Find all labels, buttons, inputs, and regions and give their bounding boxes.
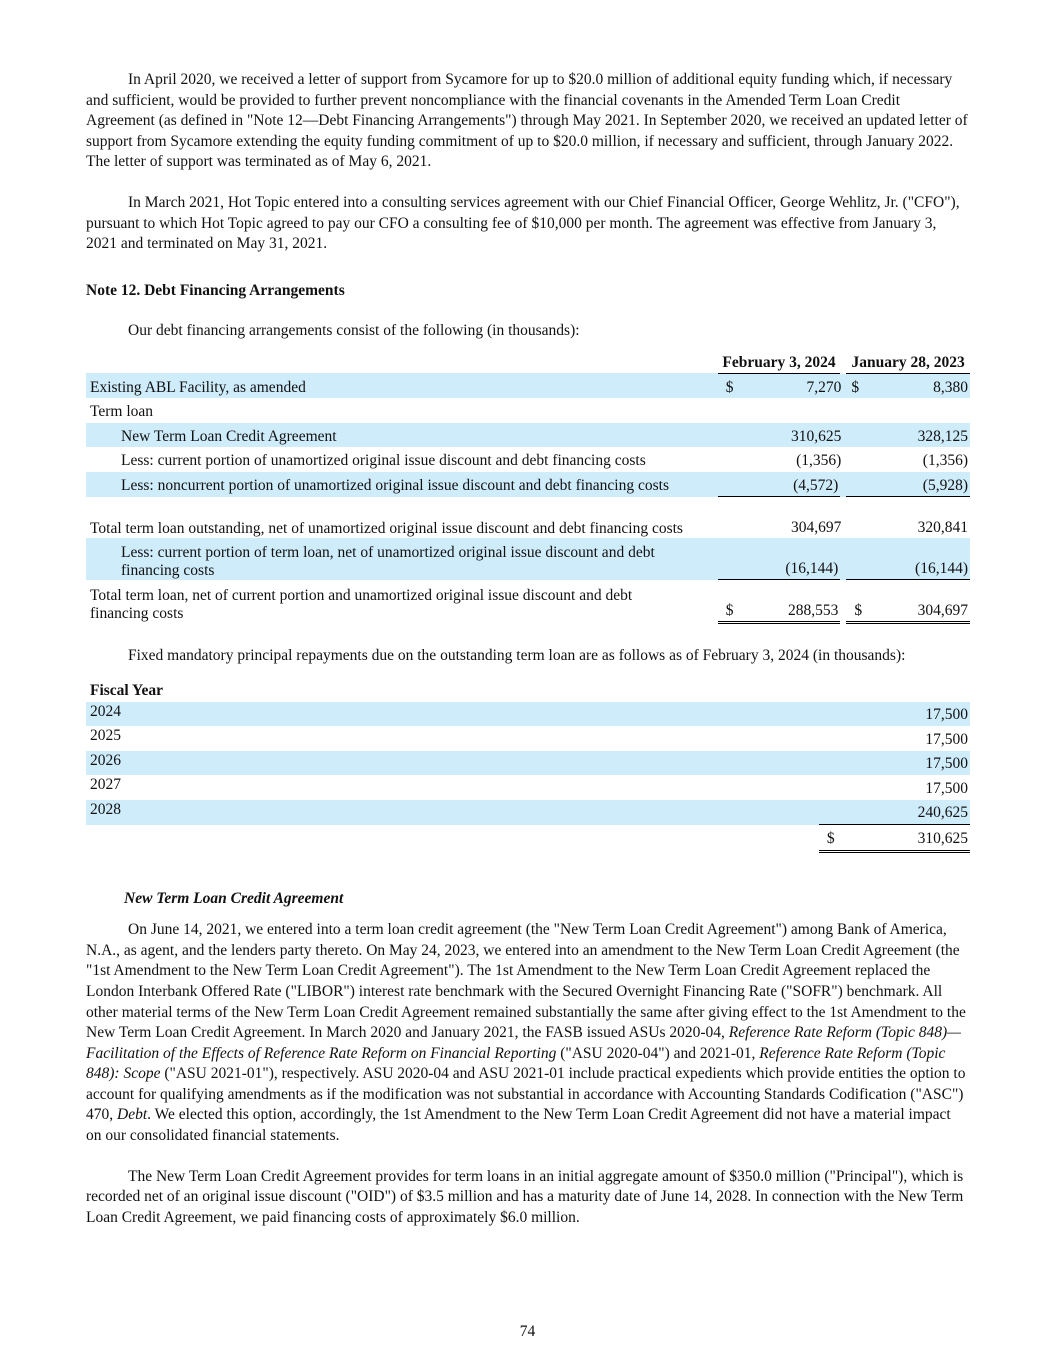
table-header-row — [86, 677, 970, 702]
value-2024: (16,144) — [745, 538, 843, 580]
note-intro: Our debt financing arrangements consist of the following (in thousands): — [128, 322, 580, 340]
value-2023: (16,144) — [874, 538, 970, 580]
currency-symbol: $ — [819, 825, 847, 852]
value-2024: (4,572) — [745, 472, 843, 497]
table-row — [86, 373, 970, 398]
value-2024: 304,697 — [790, 518, 842, 536]
row-label: Total term loan, net of current portion and unamortized original issue discount and debt financing costs — [90, 586, 633, 622]
value-2023: 304,697 — [874, 580, 970, 623]
repayment-amount: 17,500 — [925, 755, 968, 773]
repayment-amount: 17,500 — [925, 730, 968, 748]
repayment-total: 310,625 — [847, 825, 970, 852]
repayments-intro: Fixed mandatory principal repayments due on the outstanding term loan are as follows as of February 3, 2024 (in thousands): — [128, 647, 906, 665]
table-row — [86, 538, 970, 580]
row-label: Term loan — [90, 403, 154, 421]
fiscal-year: 2026 — [90, 751, 121, 769]
table-row — [86, 726, 970, 751]
table-row — [86, 497, 970, 539]
table-header-row — [86, 354, 970, 374]
text-run: ("ASU 2020-04") and 2021-01, — [556, 1044, 760, 1062]
paragraph-principal: The New Term Loan Credit Agreement provides for term loans in an initial aggregate amount of $350.0 million ("Principal"), which is recorded net of an original issue discount ("OID") of $3.5 million and has a maturity date of June 14, 2028. In connection with the New Term Loan Credit Agreement, we paid financing costs of approximately $6.0 million. — [86, 1167, 964, 1226]
column-header-jan-2023: January 28, 2023 — [843, 354, 970, 374]
table-row — [86, 580, 970, 623]
value-2024: 7,270 — [806, 378, 842, 396]
fiscal-year-header: Fiscal Year — [90, 681, 164, 699]
currency-symbol: $ — [725, 378, 734, 396]
page-number: 74 — [519, 1323, 536, 1340]
row-label: Existing ABL Facility, as amended — [90, 378, 306, 396]
value-2024: (1,356) — [796, 452, 842, 470]
italic-asu-title: Reference Rate Reform (Topic 848)—Facilitation of the Effects of Reference Rate Reform on Financial Reporting — [86, 1024, 961, 1062]
debt-table — [86, 354, 970, 625]
paragraph-term-loan-agreement — [86, 920, 970, 1147]
repayments-table — [86, 677, 970, 853]
value-2023: 320,841 — [917, 518, 968, 536]
column-header-feb-2024: February 3, 2024 — [718, 354, 844, 374]
section-title: New Term Loan Credit Agreement — [124, 889, 344, 907]
table-row — [86, 447, 970, 472]
value-2023: (5,928) — [874, 472, 970, 497]
fiscal-year: 2025 — [90, 727, 121, 745]
row-label: Less: current portion of unamortized original issue discount and debt financing costs — [121, 452, 646, 470]
italic-debt: Debt — [117, 1106, 148, 1124]
text-run: ("ASU 2021-01"), respectively. ASU 2020-04 and ASU 2021-01 include practical expedients which provide entities the option to account for qualifying amendments as if the modification was not substantial in accordance with Accounting Standards Codification ("ASC") 470, — [86, 1065, 966, 1124]
row-label: New Term Loan Credit Agreement — [121, 427, 337, 445]
repayment-amount: 240,625 — [847, 800, 970, 825]
repayment-amount: 17,500 — [925, 779, 968, 797]
fiscal-year: 2028 — [90, 800, 121, 818]
fiscal-year: 2027 — [90, 776, 121, 794]
table-row — [86, 775, 970, 800]
value-2023: 8,380 — [933, 378, 968, 396]
paragraph-cfo-consulting: In March 2021, Hot Topic entered into a consulting services agreement with our Chief Financial Officer, George Wehlitz, Jr. ("CFO"), pursuant to which Hot Topic agreed to pay our CFO a consulting fee of $10,000 per month. The agreement was effective from January 3, 2021 and terminated on May 31, 2021. — [86, 193, 960, 253]
currency-symbol: $ — [718, 580, 745, 623]
value-2023: 328,125 — [917, 427, 968, 445]
row-label: Less: noncurrent portion of unamortized original issue discount and debt financing costs — [121, 477, 669, 495]
row-label: Total term loan outstanding, net of unamortized original issue discount and debt financing costs — [90, 520, 683, 538]
currency-symbol: $ — [851, 378, 860, 396]
table-row — [86, 702, 970, 727]
text-run: . We elected this option, accordingly, the 1st Amendment to the New Term Loan Credit Agreement did not have a material impact on our consolidated financial statements. — [86, 1106, 951, 1145]
total-row — [86, 825, 970, 852]
currency-symbol: $ — [843, 580, 873, 623]
table-row — [86, 751, 970, 776]
document-page — [86, 70, 970, 1228]
text-run: On June 14, 2021, we entered into a term loan credit agreement (the "New Term Loan Credit Agreement") among Bank of America, N.A., as agent, and the lenders party thereto. On May 24, 2023, we entered into an amendment to the New Term Loan Credit Agreement (the "1st Amendment to the New Term Loan Credit Agreement"). The 1st Amendment to the New Term Loan Credit Agreement replaced the London Interbank Offered Rate ("LIBOR") interest rate benchmark with the Secured Overnight Financing Rate ("SOFR") benchmark. All other material terms of the New Term Loan Credit Agreement remained substantially the same after giving effect to the 1st Amendment to the New Term Loan Credit Agreement. In March 2020 and January 2021, the FASB issued ASUs 2020-04, — [86, 921, 966, 1042]
value-2024: 310,625 — [790, 427, 842, 445]
value-2024: 288,553 — [745, 580, 843, 623]
note-title: Note 12. Debt Financing Arrangements — [86, 281, 345, 299]
value-2023: (1,356) — [922, 452, 968, 470]
row-label: Less: current portion of term loan, net of unamortized original issue discount and debt financing costs — [121, 543, 655, 579]
repayment-amount: 17,500 — [925, 706, 968, 724]
table-row — [86, 423, 970, 448]
table-row — [86, 800, 970, 825]
fiscal-year: 2024 — [90, 702, 121, 720]
italic-asu-title: Reference Rate Reform (Topic 848): Scope — [86, 1044, 946, 1083]
paragraph-sycamore-support: In April 2020, we received a letter of support from Sycamore for up to $20.0 million of additional equity funding which, if necessary and sufficient, would be provided to further prevent noncompliance with the financial covenants in the Amended Term Loan Credit Agreement (as defined in "Note 12—Debt Financing Arrangements") through May 2021. In September 2020, we received an updated letter of support from Sycamore extending the equity funding commitment of up to $20.0 million, if necessary and sufficient, through January 2022. The letter of support was terminated as of May 6, 2021. — [86, 71, 968, 171]
table-row — [86, 398, 970, 423]
table-row — [86, 472, 970, 497]
